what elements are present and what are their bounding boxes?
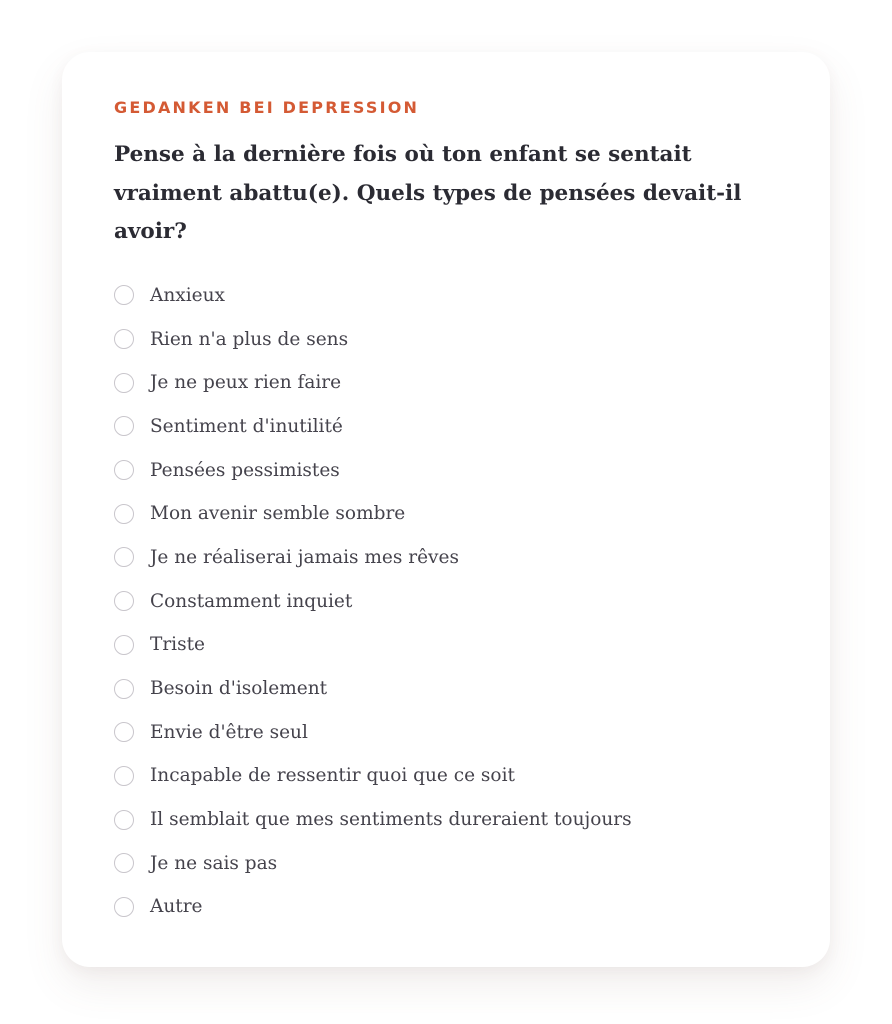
- radio-button[interactable]: [114, 635, 134, 655]
- option-je-ne-sais-pas[interactable]: [114, 841, 778, 885]
- option-je-ne-peux-rien-faire[interactable]: [114, 361, 778, 405]
- option-label: Incapable de ressentir quoi que ce soit: [150, 765, 515, 787]
- radio-button[interactable]: [114, 373, 134, 393]
- option-sentiment-dinutilite[interactable]: [114, 405, 778, 449]
- option-label: Anxieux: [150, 284, 225, 306]
- radio-button[interactable]: [114, 766, 134, 786]
- option-label: Constamment inquiet: [150, 590, 353, 612]
- radio-button[interactable]: [114, 416, 134, 436]
- survey-card: [62, 52, 830, 967]
- radio-button[interactable]: [114, 897, 134, 917]
- radio-button[interactable]: [114, 504, 134, 524]
- option-constamment-inquiet[interactable]: [114, 579, 778, 623]
- radio-button[interactable]: [114, 853, 134, 873]
- radio-button[interactable]: [114, 722, 134, 742]
- options-list: [114, 274, 778, 929]
- option-label: Triste: [150, 634, 205, 656]
- option-label: Pensées pessimistes: [150, 459, 340, 481]
- option-label: Sentiment d'inutilité: [150, 415, 343, 437]
- radio-button[interactable]: [114, 810, 134, 830]
- option-mon-avenir-semble-sombre[interactable]: [114, 492, 778, 536]
- question-text: Pense à la dernière fois où ton enfant se sentait vraiment abattu(e). Quels types de pensées devait-il avoir?: [114, 142, 742, 244]
- option-je-ne-realiserai-jamais-mes-reves[interactable]: [114, 536, 778, 580]
- option-label: Il semblait que mes sentiments dureraient toujours: [150, 809, 632, 831]
- radio-button[interactable]: [114, 329, 134, 349]
- option-label: Mon avenir semble sombre: [150, 503, 406, 525]
- option-label: Je ne réaliserai jamais mes rêves: [150, 546, 459, 568]
- option-rien-na-plus-de-sens[interactable]: [114, 317, 778, 361]
- option-anxieux[interactable]: [114, 274, 778, 318]
- radio-button[interactable]: [114, 547, 134, 567]
- radio-button[interactable]: [114, 460, 134, 480]
- option-triste[interactable]: [114, 623, 778, 667]
- option-envie-detre-seul[interactable]: [114, 710, 778, 754]
- radio-button[interactable]: [114, 591, 134, 611]
- radio-button[interactable]: [114, 285, 134, 305]
- option-besoin-disolement[interactable]: [114, 667, 778, 711]
- option-autre[interactable]: [114, 885, 778, 929]
- radio-button[interactable]: [114, 679, 134, 699]
- option-sentiments-dureraient-toujours[interactable]: [114, 798, 778, 842]
- option-label: Envie d'être seul: [150, 721, 308, 743]
- option-label: Je ne sais pas: [150, 852, 278, 874]
- option-label: Besoin d'isolement: [150, 678, 328, 700]
- category-label: GEDANKEN BEI DEPRESSION: [114, 98, 420, 117]
- option-label: Rien n'a plus de sens: [150, 328, 349, 350]
- option-label: Autre: [150, 896, 203, 918]
- option-label: Je ne peux rien faire: [150, 372, 342, 394]
- option-pensees-pessimistes[interactable]: [114, 448, 778, 492]
- option-incapable-de-ressentir[interactable]: [114, 754, 778, 798]
